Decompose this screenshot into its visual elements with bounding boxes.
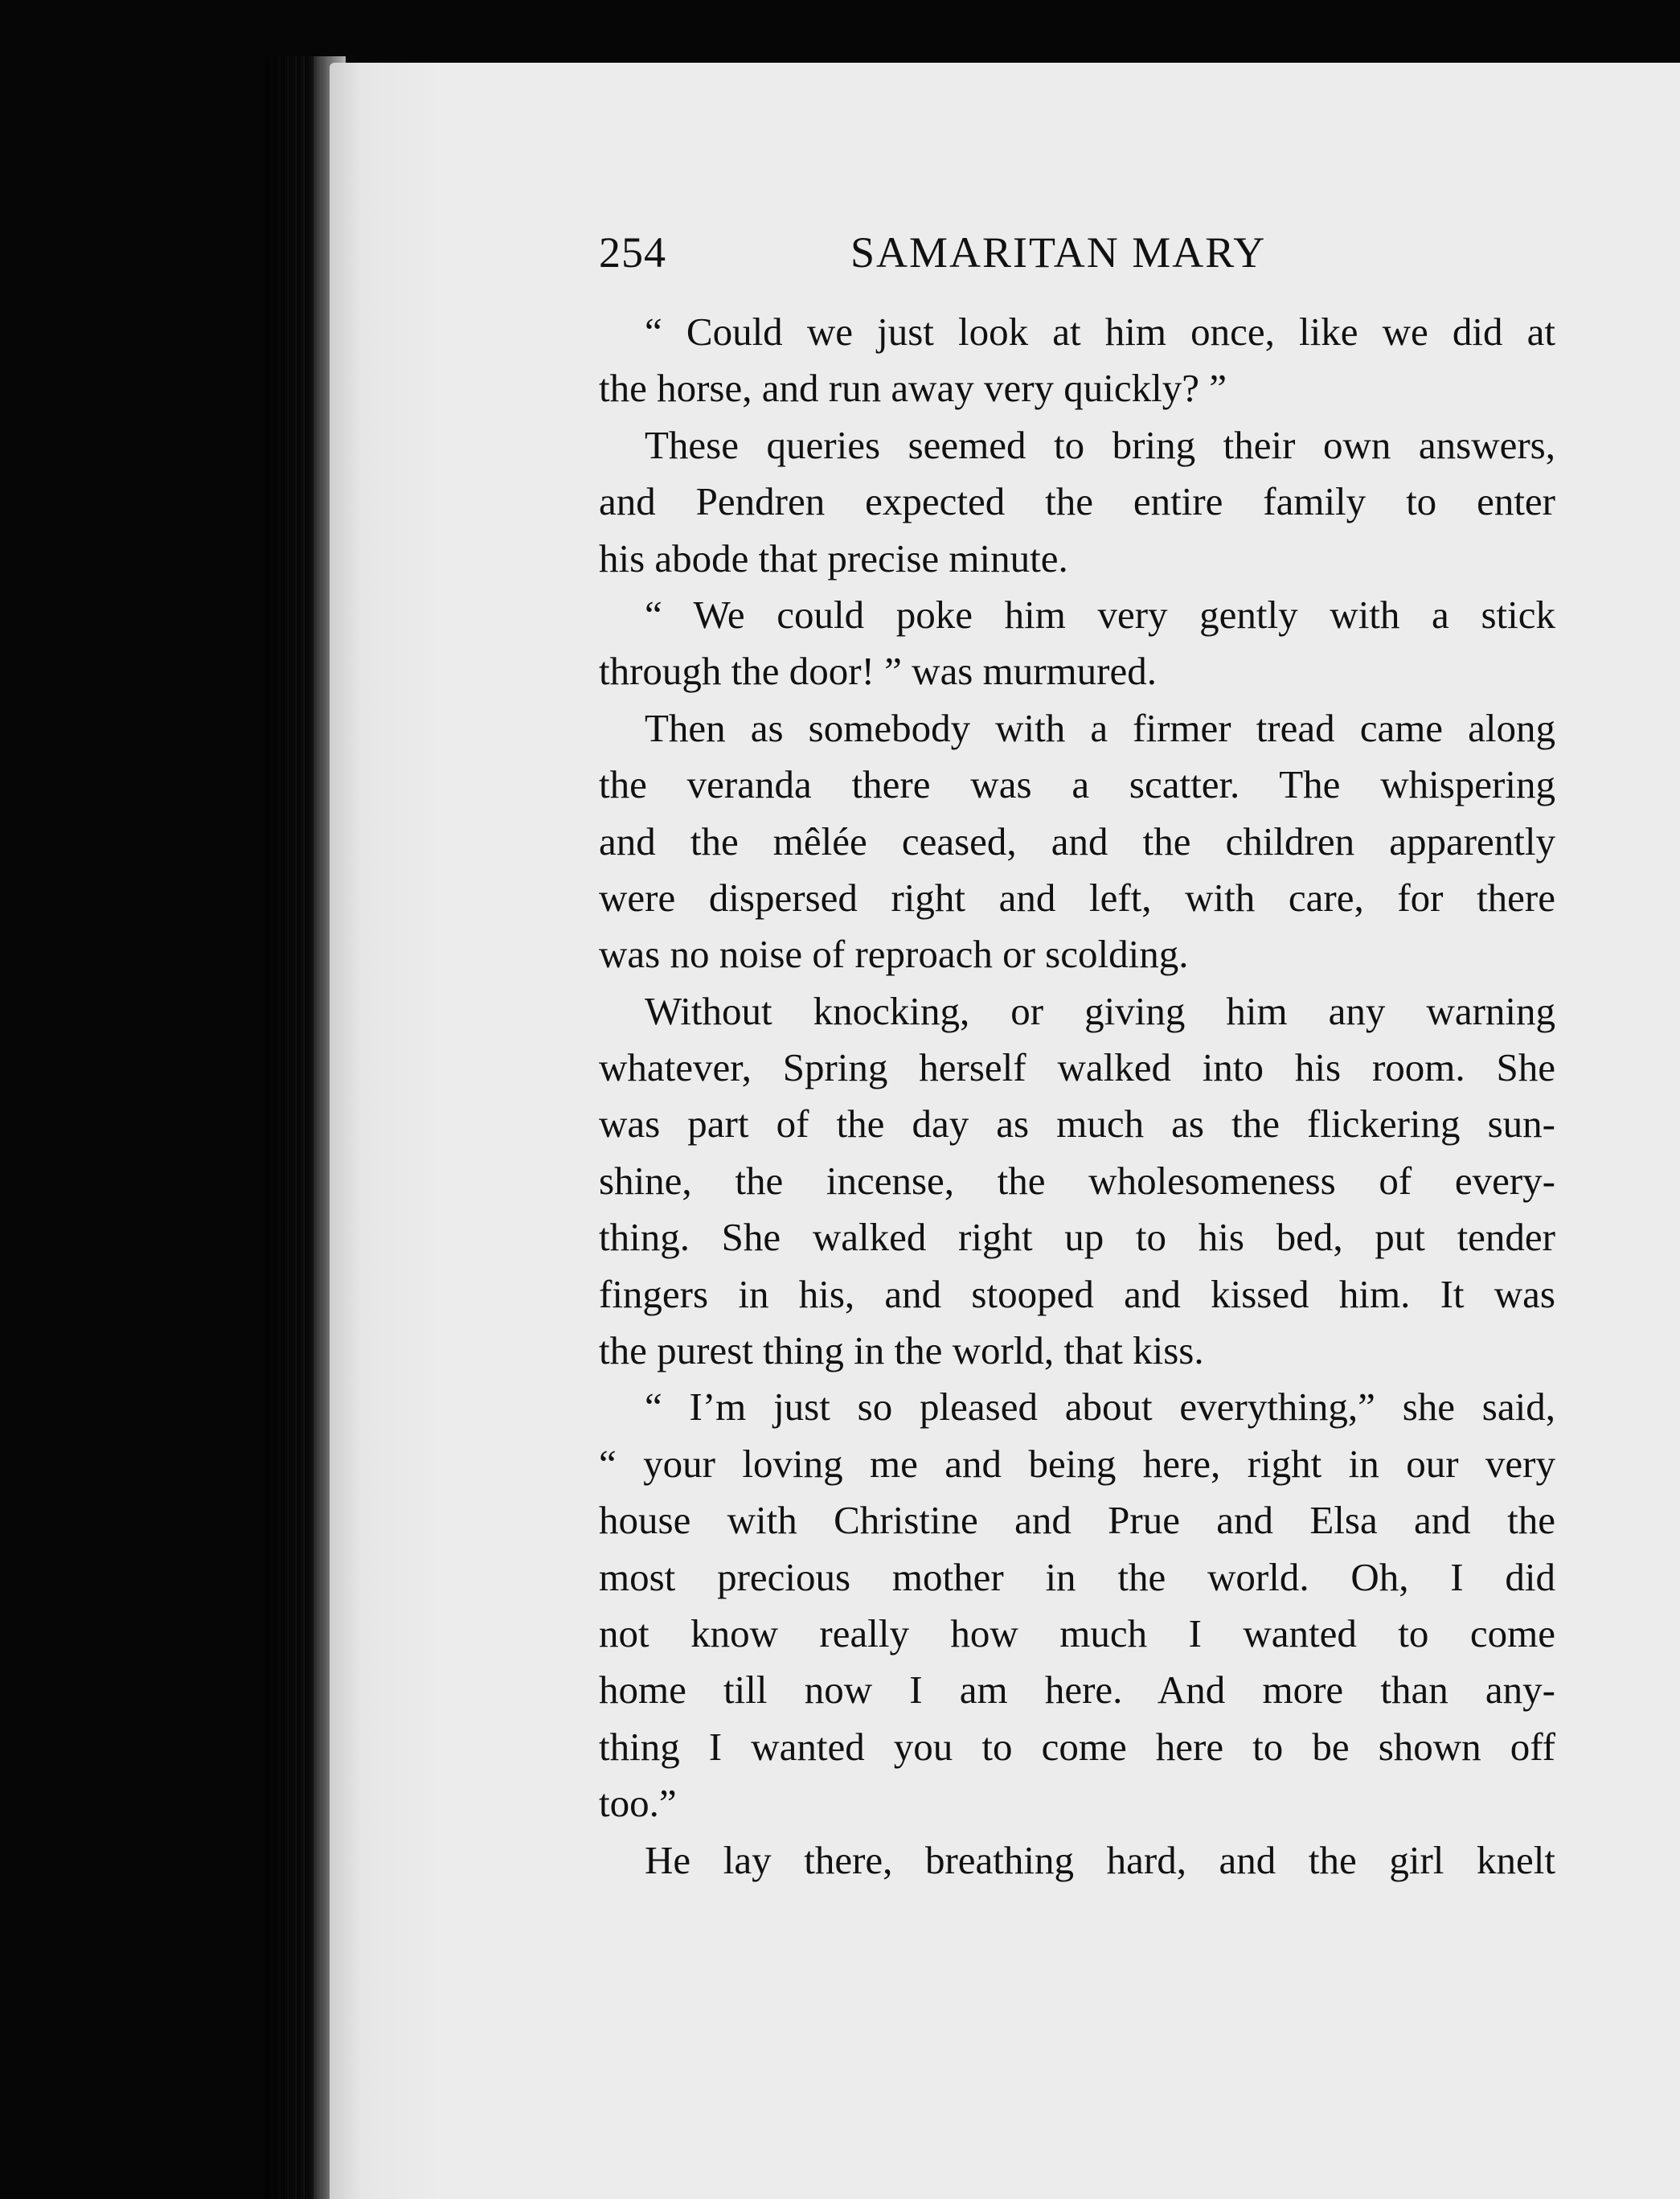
text-line: Without knocking, or giving him any warning bbox=[645, 988, 1555, 1033]
text-line: These queries seemed to bring their own answers, bbox=[645, 422, 1555, 467]
page-edges bbox=[265, 56, 338, 2199]
text-line: not know really how much I wanted to come bbox=[599, 1610, 1555, 1655]
page-header bbox=[599, 228, 1322, 284]
text-line: “ Could we just look at him once, like we did at bbox=[645, 310, 1555, 354]
text-line: thing I wanted you to come here to be shown off bbox=[599, 1724, 1555, 1769]
text-line: his abode that precise minute. bbox=[599, 535, 1068, 581]
text-line: shine, the incense, the wholesomeness of every- bbox=[599, 1158, 1555, 1203]
text-line: the purest thing in the world, that kiss. bbox=[599, 1328, 1204, 1373]
text-line: through the door! ” was murmured. bbox=[599, 649, 1157, 694]
text-line: house with Christine and Prue and Elsa and the bbox=[599, 1498, 1555, 1543]
text-line: “ your loving me and being here, right in our very bbox=[599, 1441, 1555, 1486]
text-line: thing. She walked right up to his bed, put tender bbox=[599, 1215, 1555, 1260]
text-line: were dispersed right and left, with care, for there bbox=[599, 875, 1555, 920]
text-line: “ We could poke him very gently with a stick bbox=[645, 592, 1555, 637]
running-head: SAMARITAN MARY bbox=[850, 228, 1267, 277]
text-line: too.” bbox=[599, 1781, 677, 1826]
body-text bbox=[599, 304, 1555, 1889]
text-line: He lay there, breathing hard, and the girl knelt bbox=[645, 1837, 1555, 1882]
text-line: and the mêlée ceased, and the children apparently bbox=[599, 818, 1555, 864]
text-line: whatever, Spring herself walked into his room. She bbox=[599, 1045, 1555, 1090]
page-number: 254 bbox=[599, 228, 666, 277]
text-line: “ I’m just so pleased about everything,” she said, bbox=[645, 1385, 1555, 1430]
text-line: was part of the day as much as the flickering sun- bbox=[599, 1102, 1555, 1147]
text-line: and Pendren expected the entire family to enter bbox=[599, 479, 1555, 524]
text-line: the horse, and run away very quickly? ” bbox=[599, 366, 1227, 411]
text-line: the veranda there was a scatter. The whispering bbox=[599, 762, 1555, 807]
text-line: Then as somebody with a firmer tread came along bbox=[645, 705, 1555, 750]
text-line: home till now I am here. And more than any- bbox=[599, 1668, 1555, 1713]
text-line: most precious mother in the world. Oh, I did bbox=[599, 1554, 1555, 1599]
text-line: was no noise of reproach or scolding. bbox=[599, 932, 1189, 977]
text-line: fingers in his, and stooped and kissed him. It was bbox=[599, 1271, 1555, 1316]
